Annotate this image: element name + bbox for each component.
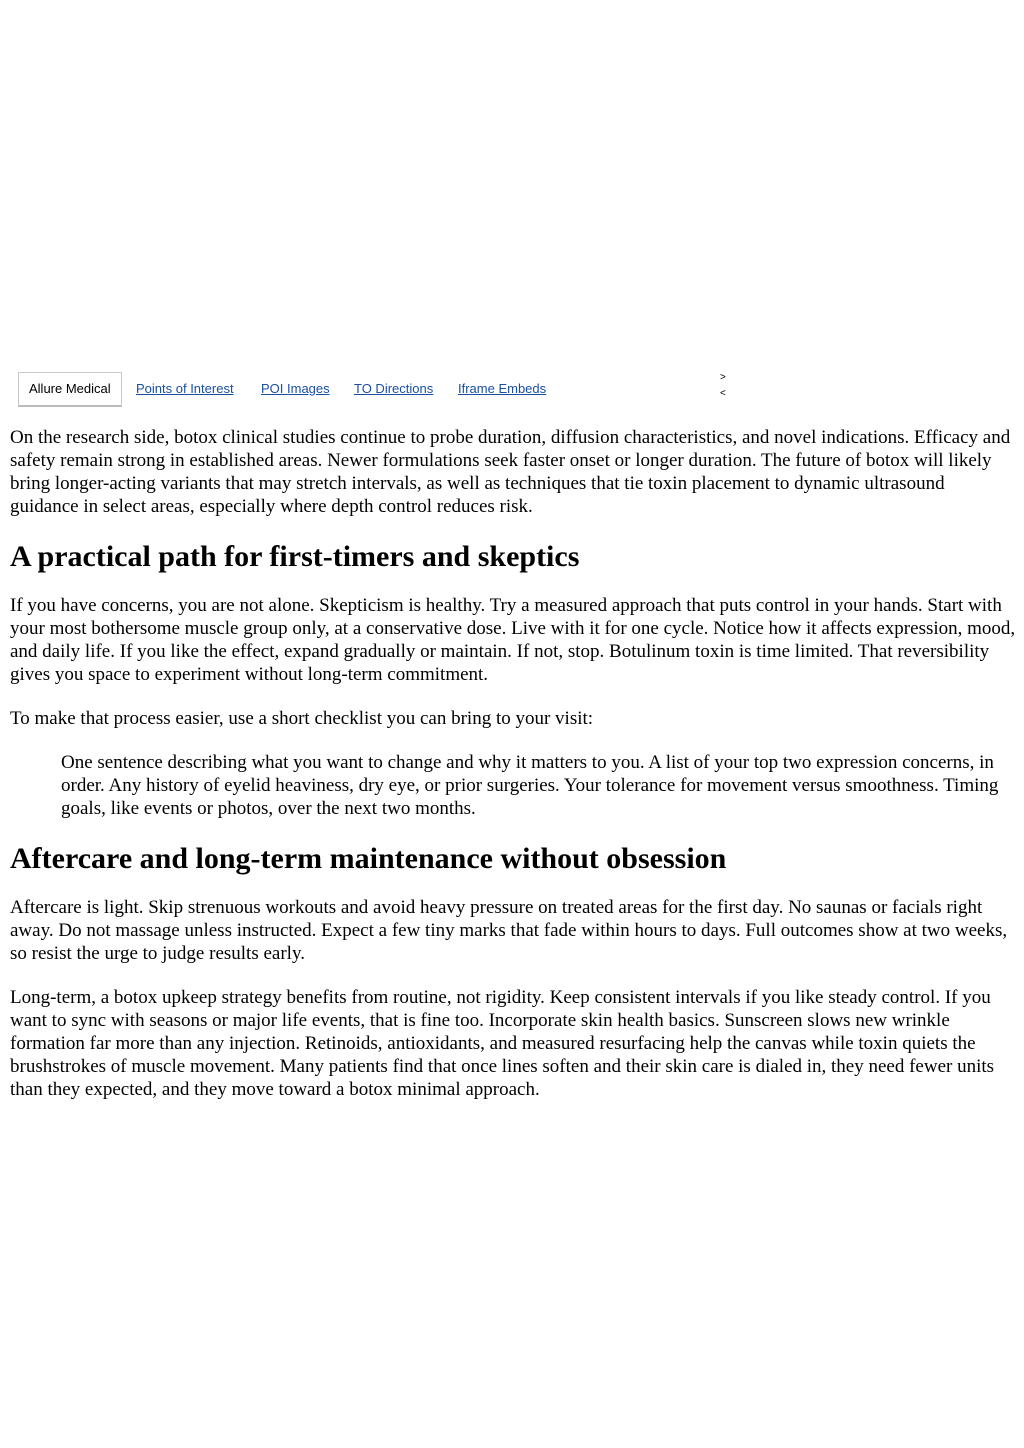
tab-bar bbox=[18, 372, 738, 406]
paragraph-checklist-intro: To make that process easier, use a short checklist you can bring to your visit: bbox=[10, 708, 594, 729]
next-arrow-button[interactable]: > bbox=[720, 372, 726, 383]
paragraph-long-term: Long-term, a botox upkeep strategy benefits from routine, not rigidity. Keep consistent intervals if you like steady control. If you want to sync with seasons or major life events, that is fine too. Incorporate skin health basics. Sunscreen slows new wrinkle formation far more than any injection. Retinoids, antioxidants, and measured resurfacing help the canvas while toxin quiets the brushstrokes of muscle movement. Many patients find that once lines soften and their skin care is dialed in, they need fewer units than they expected, and they move toward a botox minimal approach. bbox=[10, 987, 995, 1100]
article-body bbox=[10, 426, 1016, 1122]
tab-iframe-embeds[interactable]: Iframe Embeds bbox=[458, 381, 547, 396]
tab-points-of-interest[interactable]: Points of Interest bbox=[136, 381, 234, 396]
heading-practical-path: A practical path for first-timers and skeptics bbox=[10, 540, 580, 573]
tab-poi-images[interactable]: POI Images bbox=[261, 381, 330, 396]
tab-to-directions[interactable]: TO Directions bbox=[354, 381, 434, 396]
prev-arrow-button[interactable]: < bbox=[720, 388, 726, 399]
paragraph-concerns: If you have concerns, you are not alone. Skepticism is healthy. Try a measured approach that puts control in your hands. Start with your most bothersome muscle group only, at a conservative dose. Live with it for one cycle. Notice how it affects expression, mood, and daily life. If you like the effect, expand gradually or maintain. If not, stop. Botulinum toxin is time limited. That reversibility gives you space to experiment without long-term commitment. bbox=[10, 595, 1016, 685]
paragraph-aftercare: Aftercare is light. Skip strenuous workouts and avoid heavy pressure on treated areas for the first day. No saunas or facials right away. Do not massage unless instructed. Expect a few tiny marks that fade within hours to days. Full outcomes show at two weeks, so resist the urge to judge results early. bbox=[10, 897, 1008, 964]
checklist-quote: One sentence describing what you want to change and why it matters to you. A list of your top two expression concerns, in order. Any history of eyelid heaviness, dry eye, or prior surgeries. Your tolerance for movement versus smoothness. Timing goals, like events or photos, over the next two months. bbox=[61, 752, 999, 819]
paragraph-research: On the research side, botox clinical studies continue to probe duration, diffusion characteristics, and novel indications. Efficacy and safety remain strong in established areas. Newer formulations seek faster onset or longer duration. The future of botox will likely bring longer-acting variants that may stretch intervals, as well as techniques that tie toxin placement to dynamic ultrasound guidance in select areas, especially where depth control reduces risk. bbox=[10, 427, 1011, 517]
tab-allure-medical[interactable]: Allure Medical bbox=[18, 372, 122, 407]
heading-aftercare: Aftercare and long-term maintenance without obsession bbox=[10, 842, 727, 875]
